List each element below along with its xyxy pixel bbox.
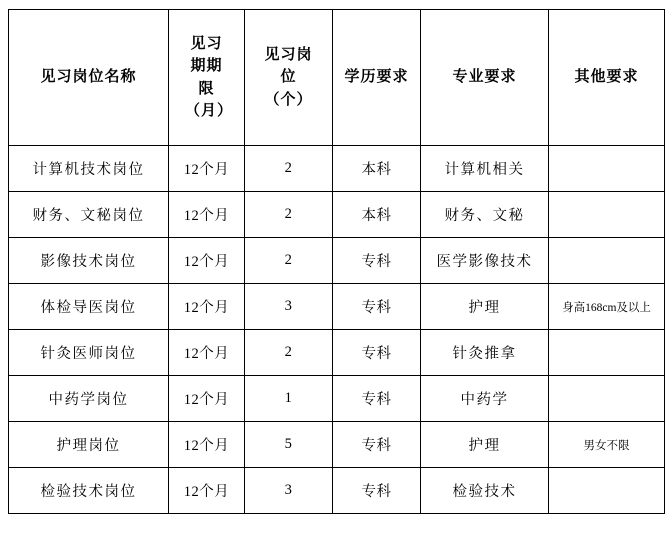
cell-duration: 12个月	[169, 422, 245, 468]
cell-other: 身高168cm及以上	[549, 284, 665, 330]
cell-duration: 12个月	[169, 238, 245, 284]
table-row	[9, 422, 665, 468]
cell-count: 2	[245, 146, 333, 192]
cell-major: 护理	[421, 422, 549, 468]
cell-major: 财务、文秘	[421, 192, 549, 238]
cell-position-name: 检验技术岗位	[9, 468, 169, 514]
column-header-education: 学历要求	[333, 10, 421, 146]
cell-major: 针灸推拿	[421, 330, 549, 376]
cell-education: 专科	[333, 468, 421, 514]
cell-count: 3	[245, 468, 333, 514]
table-header-row	[9, 10, 665, 146]
internship-positions-table	[8, 9, 665, 514]
cell-count: 2	[245, 238, 333, 284]
cell-major: 中药学	[421, 376, 549, 422]
table-row	[9, 330, 665, 376]
cell-education: 专科	[333, 284, 421, 330]
cell-position-name: 护理岗位	[9, 422, 169, 468]
cell-duration: 12个月	[169, 330, 245, 376]
table-row	[9, 238, 665, 284]
column-header-other: 其他要求	[549, 10, 665, 146]
cell-major: 医学影像技术	[421, 238, 549, 284]
cell-other	[549, 330, 665, 376]
cell-position-name: 财务、文秘岗位	[9, 192, 169, 238]
cell-position-name: 影像技术岗位	[9, 238, 169, 284]
cell-other: 男女不限	[549, 422, 665, 468]
cell-other	[549, 376, 665, 422]
cell-duration: 12个月	[169, 146, 245, 192]
cell-count: 1	[245, 376, 333, 422]
cell-duration: 12个月	[169, 376, 245, 422]
cell-position-name: 针灸医师岗位	[9, 330, 169, 376]
table-body	[9, 146, 665, 514]
column-header-duration: 见习期期限（月）	[169, 10, 245, 146]
cell-education: 专科	[333, 422, 421, 468]
cell-position-name: 中药学岗位	[9, 376, 169, 422]
cell-duration: 12个月	[169, 284, 245, 330]
cell-position-name: 体检导医岗位	[9, 284, 169, 330]
column-header-major: 专业要求	[421, 10, 549, 146]
cell-major: 计算机相关	[421, 146, 549, 192]
cell-duration: 12个月	[169, 192, 245, 238]
cell-education: 本科	[333, 146, 421, 192]
column-header-count: 见习岗位（个）	[245, 10, 333, 146]
table-header	[9, 10, 665, 146]
cell-education: 专科	[333, 330, 421, 376]
table-row	[9, 146, 665, 192]
cell-other	[549, 468, 665, 514]
cell-position-name: 计算机技术岗位	[9, 146, 169, 192]
cell-major: 检验技术	[421, 468, 549, 514]
cell-count: 2	[245, 192, 333, 238]
cell-education: 专科	[333, 376, 421, 422]
cell-education: 专科	[333, 238, 421, 284]
cell-major: 护理	[421, 284, 549, 330]
cell-count: 2	[245, 330, 333, 376]
table-row	[9, 192, 665, 238]
table-row	[9, 284, 665, 330]
cell-duration: 12个月	[169, 468, 245, 514]
table-row	[9, 468, 665, 514]
cell-other	[549, 238, 665, 284]
table-row	[9, 376, 665, 422]
cell-other	[549, 146, 665, 192]
cell-other	[549, 192, 665, 238]
cell-count: 5	[245, 422, 333, 468]
column-header-position-name: 见习岗位名称	[9, 10, 169, 146]
cell-count: 3	[245, 284, 333, 330]
cell-education: 本科	[333, 192, 421, 238]
